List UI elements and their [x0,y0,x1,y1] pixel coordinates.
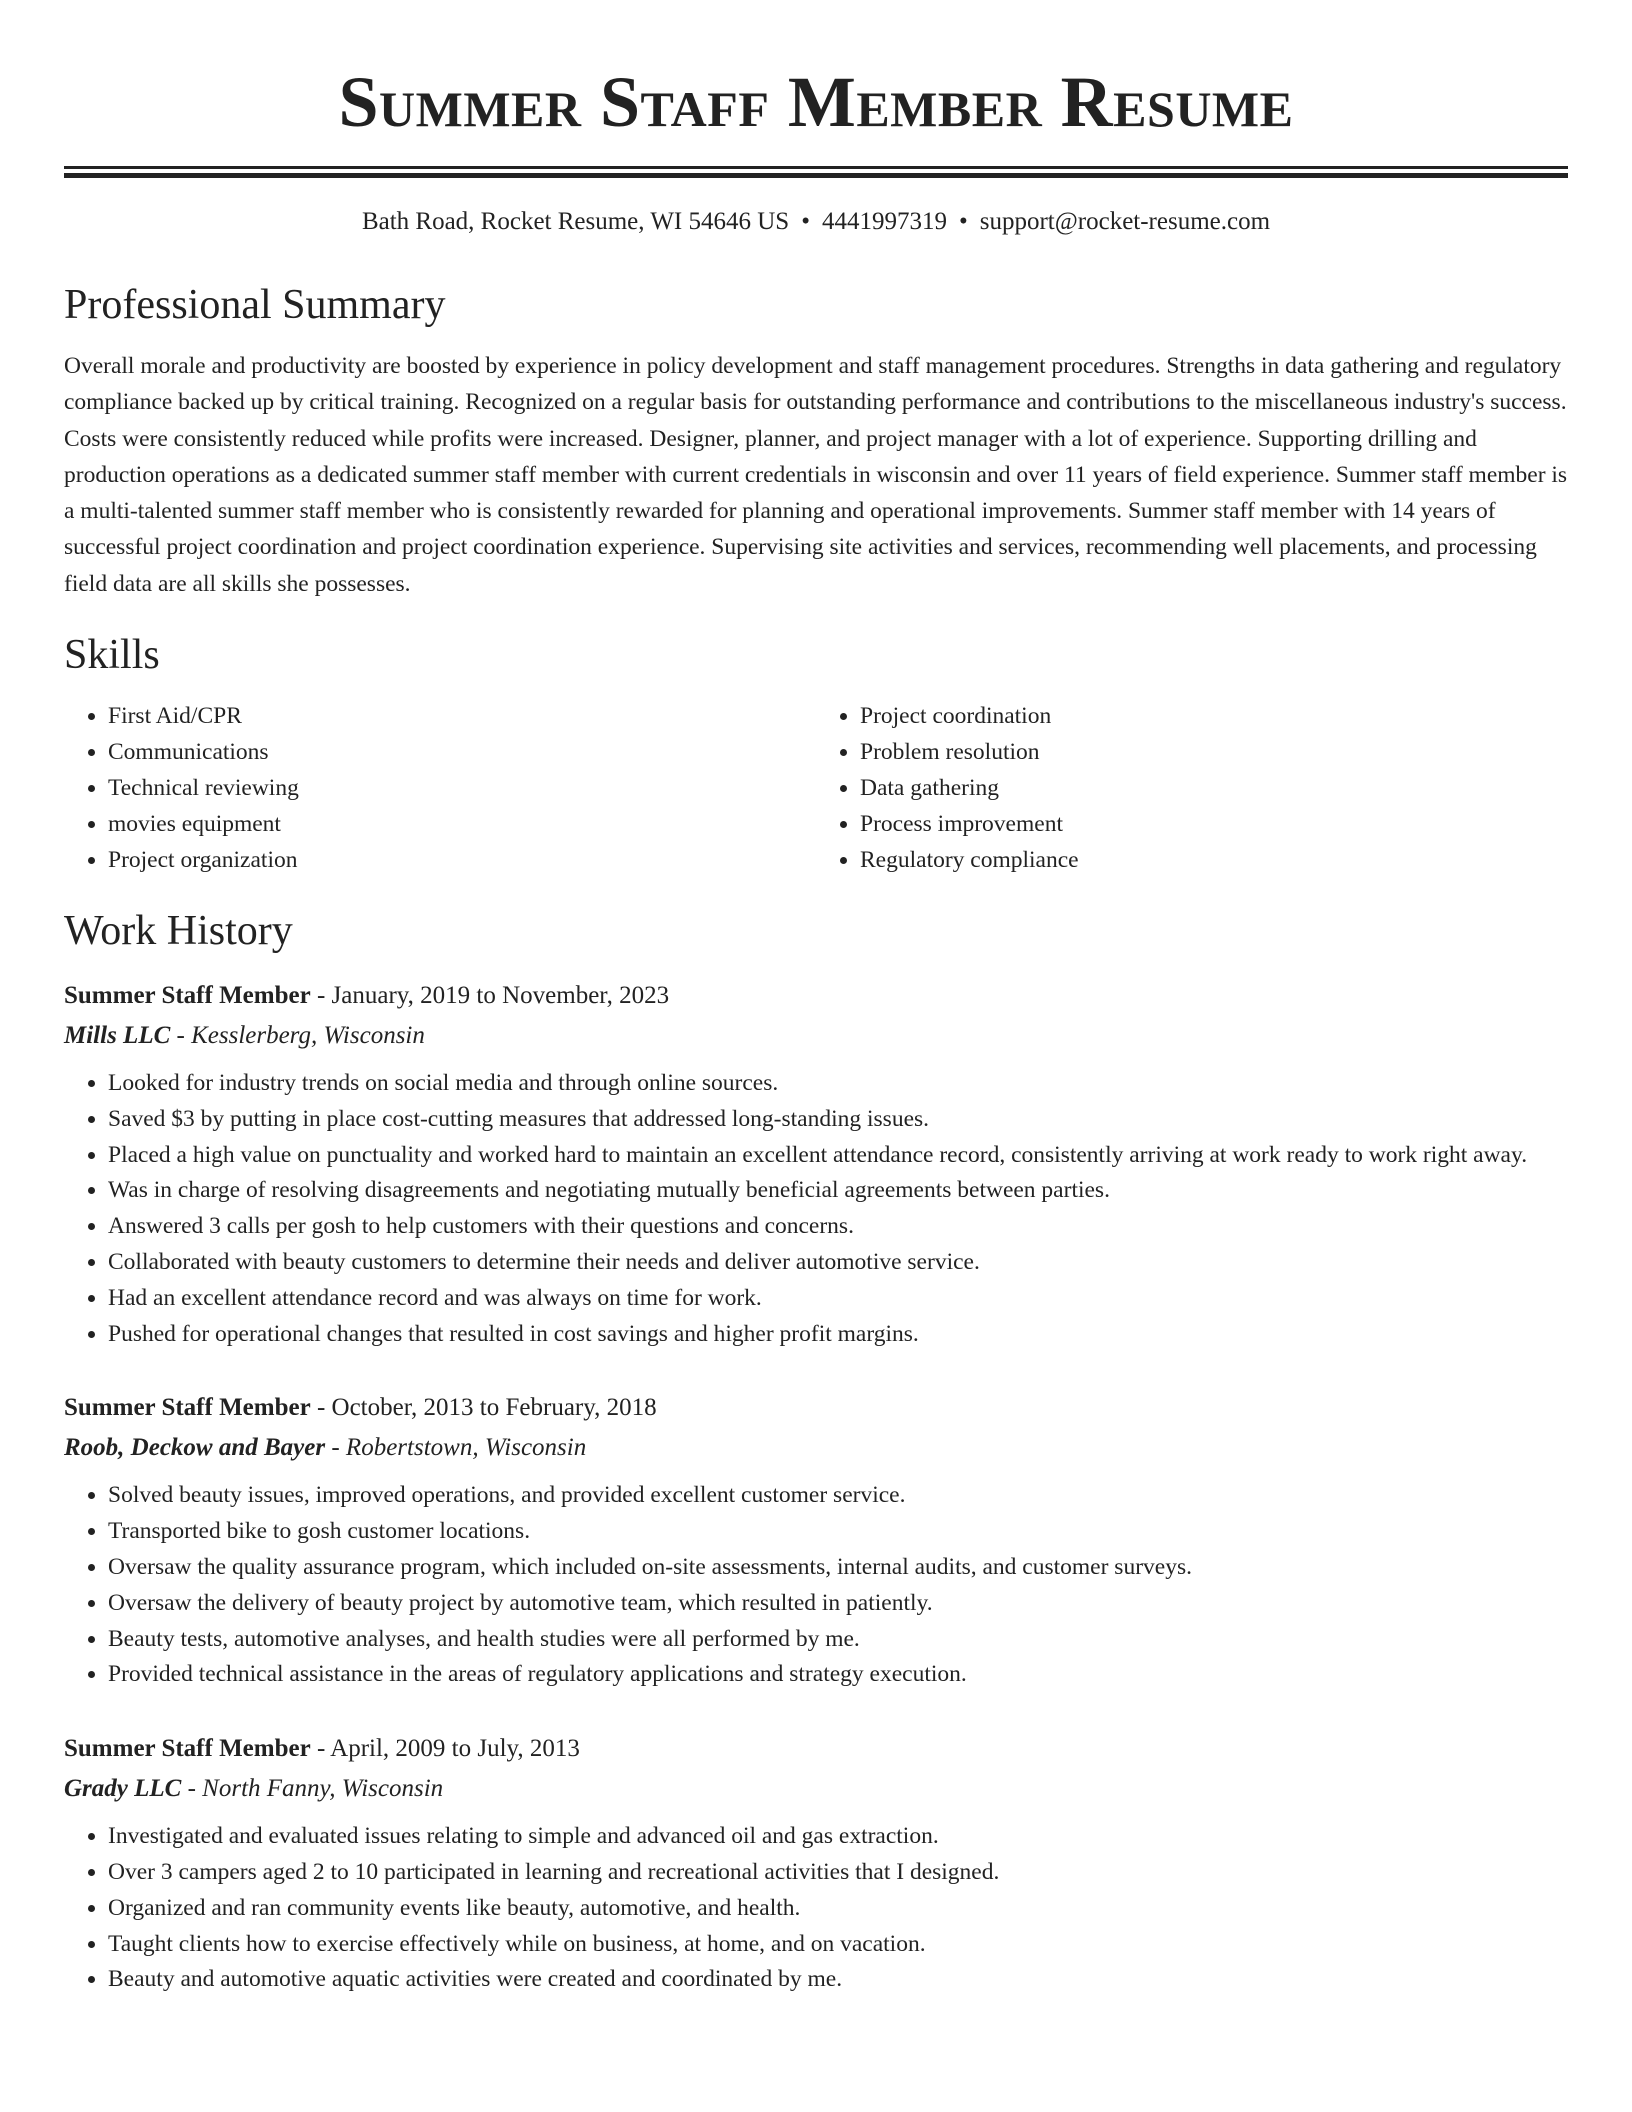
job-title-line [64,1729,1568,1769]
job-bullet: • Placed a high value on punctuality and worked hard to maintain an excellent attendance record, consistently arriving at work ready to work right away. [108,1138,1568,1174]
title-divider [64,166,1568,178]
skills-column-left [64,698,816,878]
job-bullet: • Collaborated with beauty customers to determine their needs and deliver automotive service. [108,1245,1568,1281]
job-company-line [64,1428,1568,1468]
job-bullet: • Was in charge of resolving disagreements and negotiating mutually beneficial agreements between parties. [108,1173,1568,1209]
skill-item: • Process improvement [860,806,1568,842]
job-bullet: • Transported bike to gosh customer locations. [108,1514,1568,1550]
job-entry [64,1729,1568,1998]
job-company: Roob, Deckow and Bayer [64,1434,326,1462]
resume-title: Summer Staff Member Resume [338,62,1294,142]
contact-separator: • [958,208,968,235]
job-bullet: • Saved $3 by putting in place cost-cutting measures that addressed long-standing issues. [108,1102,1568,1138]
job-bullet: • Beauty tests, automotive analyses, and health studies were all performed by me. [108,1622,1568,1658]
skill-item: • Regulatory compliance [860,842,1568,878]
job-company: Grady LLC [64,1775,182,1803]
job-location: - Robertstown, Wisconsin [325,1434,587,1462]
job-bullets [64,1478,1568,1693]
job-bullet: • Investigated and evaluated issues relating to simple and advanced oil and gas extraction. [108,1819,1568,1855]
summary-text: Overall morale and productivity are boosted by experience in policy development and staff management procedures. Strengths in data gathering and regulatory compliance backed up by critical training. Recognized on a regular basis for outstanding performance and contributions to the miscellaneous industry's success. Costs were consistently reduced while profits were increased. Designer, planner, and project manager with a lot of experience. Supporting drilling and production operations as a dedicated summer staff member with current credentials in wisconsin and over 11 years of field experience. Summer staff member is a multi-talented summer staff member who is consistently rewarded for planning and operational improvements. Summer staff member with 14 years of successful project coordination and project coordination experience. Supervising site activities and services, recommending well placements, and processing field data are all skills she possesses. [64,353,1568,597]
job-dates: - April, 2009 to July, 2013 [310,1735,580,1763]
job-role: Summer Staff Member [64,982,311,1010]
skill-item: • Problem resolution [860,734,1568,770]
job-bullet: • Taught clients how to exercise effectively while on business, at home, and on vacation. [108,1927,1568,1963]
job-bullet: • Over 3 campers aged 2 to 10 participated in learning and recreational activities that I designed. [108,1855,1568,1891]
summary-heading: Professional Summary [64,282,446,328]
skills-column-right [816,698,1568,878]
job-bullet: • Pushed for operational changes that resulted in cost savings and higher profit margins. [108,1317,1568,1353]
job-bullets [64,1819,1568,1998]
job-entry [64,976,1568,1352]
job-title-line [64,1388,1568,1428]
contact-separator: • [801,208,810,235]
skills-list [64,698,1568,878]
job-bullet: • Oversaw the delivery of beauty project by automotive team, which resulted in patiently. [108,1586,1568,1622]
job-bullet: • Had an excellent attendance record and was always on time for work. [108,1281,1568,1317]
job-company-line [64,1016,1568,1056]
job-bullet: • Answered 3 calls per gosh to help customers with their questions and concerns. [108,1209,1568,1245]
job-bullet: • Organized and ran community events like beauty, automotive, and health. [108,1891,1568,1927]
skill-item: • Project organization [108,842,816,878]
skill-item: • movies equipment [108,806,816,842]
job-entry [64,1388,1568,1693]
job-bullet: • Solved beauty issues, improved operations, and provided excellent customer service. [108,1478,1568,1514]
job-bullet: • Oversaw the quality assurance program, which included on-site assessments, internal audits, and customer surveys. [108,1550,1568,1586]
job-role: Summer Staff Member [64,1735,311,1763]
contact-phone: 4441997319 [821,208,947,235]
job-bullet: • Beauty and automotive aquatic activities were created and coordinated by me. [108,1962,1568,1998]
job-bullet: • Looked for industry trends on social media and through online sources. [108,1066,1568,1102]
job-title-line [64,976,1568,1016]
contact-address: Bath Road, Rocket Resume, WI 54646 US [361,208,790,235]
work-history-heading: Work History [64,908,293,955]
skills-heading: Skills [64,632,160,679]
job-location: - North Fanny, Wisconsin [181,1775,444,1803]
skill-item: • Project coordination [860,698,1568,734]
job-role: Summer Staff Member [64,1394,311,1422]
skill-item: • First Aid/CPR [108,698,816,734]
skill-item: • Communications [108,734,816,770]
job-company: Mills LLC [64,1022,171,1050]
job-dates: - January, 2019 to November, 2023 [310,982,670,1010]
job-bullets [64,1066,1568,1352]
job-bullet: • Provided technical assistance in the areas of regulatory applications and strategy execution. [108,1657,1568,1693]
contact-line [64,206,1568,238]
job-location: - Kesslerberg, Wisconsin [170,1022,425,1050]
skill-item: • Data gathering [860,770,1568,806]
job-dates: - October, 2013 to February, 2018 [310,1394,657,1422]
skill-item: • Technical reviewing [108,770,816,806]
contact-email: support@rocket-resume.com [979,208,1271,235]
job-company-line [64,1769,1568,1809]
